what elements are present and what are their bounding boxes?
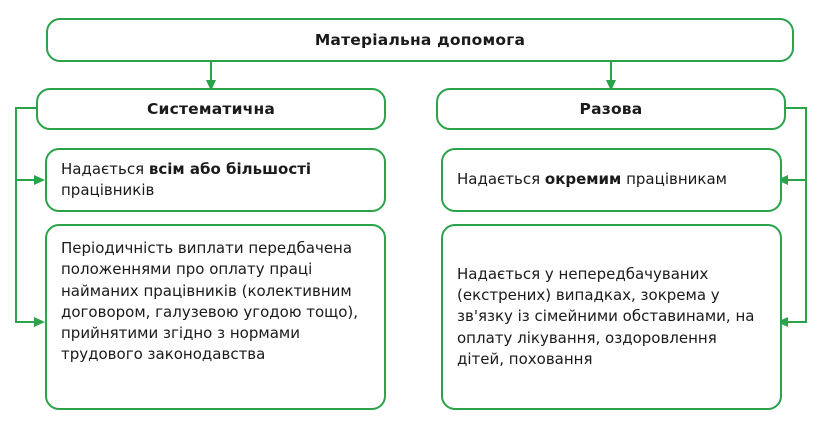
node-onetime-item-2-body	[443, 226, 780, 408]
node-onetime-header-label: Разова	[579, 100, 643, 118]
node-systematic-item-2-body	[47, 226, 384, 408]
node-onetime-item-1	[441, 148, 782, 212]
node-onetime-item-1-prefix: Надається	[457, 170, 545, 189]
node-systematic-header	[36, 88, 386, 130]
node-onetime-item-2	[441, 224, 782, 410]
node-material-aid	[46, 18, 794, 62]
node-onetime-header	[436, 88, 786, 130]
node-systematic-item-2-text: Періодичність виплати передбачена положеннями про оплату праці найманих працівників (колективним договором, галузевою угодою тощо), прийнятими згідно з нормами трудового законодавства	[61, 239, 359, 364]
node-systematic-item-1	[45, 148, 386, 212]
node-systematic-item-1-bold: всім або більшості	[148, 159, 312, 178]
node-systematic-item-1-body	[47, 150, 384, 210]
node-onetime-item-1-bold: окремим	[544, 170, 622, 189]
node-systematic-header-label: Систематична	[146, 100, 276, 118]
node-onetime-item-1-body	[443, 150, 780, 210]
node-systematic-item-1-prefix: Надається	[61, 159, 149, 178]
node-material-aid-label: Матеріальна допомога	[314, 31, 526, 49]
node-systematic-item-2	[45, 224, 386, 410]
node-onetime-item-2-text: Надається у непередбачуваних (екстрених) випадках, зокрема у зв'язку із сімейними обставинами, на оплату лікування, оздоровлення дітей, поховання	[457, 264, 755, 368]
node-onetime-item-1-suffix: працівникам	[621, 170, 727, 189]
node-systematic-item-1-suffix: працівників	[61, 181, 155, 199]
